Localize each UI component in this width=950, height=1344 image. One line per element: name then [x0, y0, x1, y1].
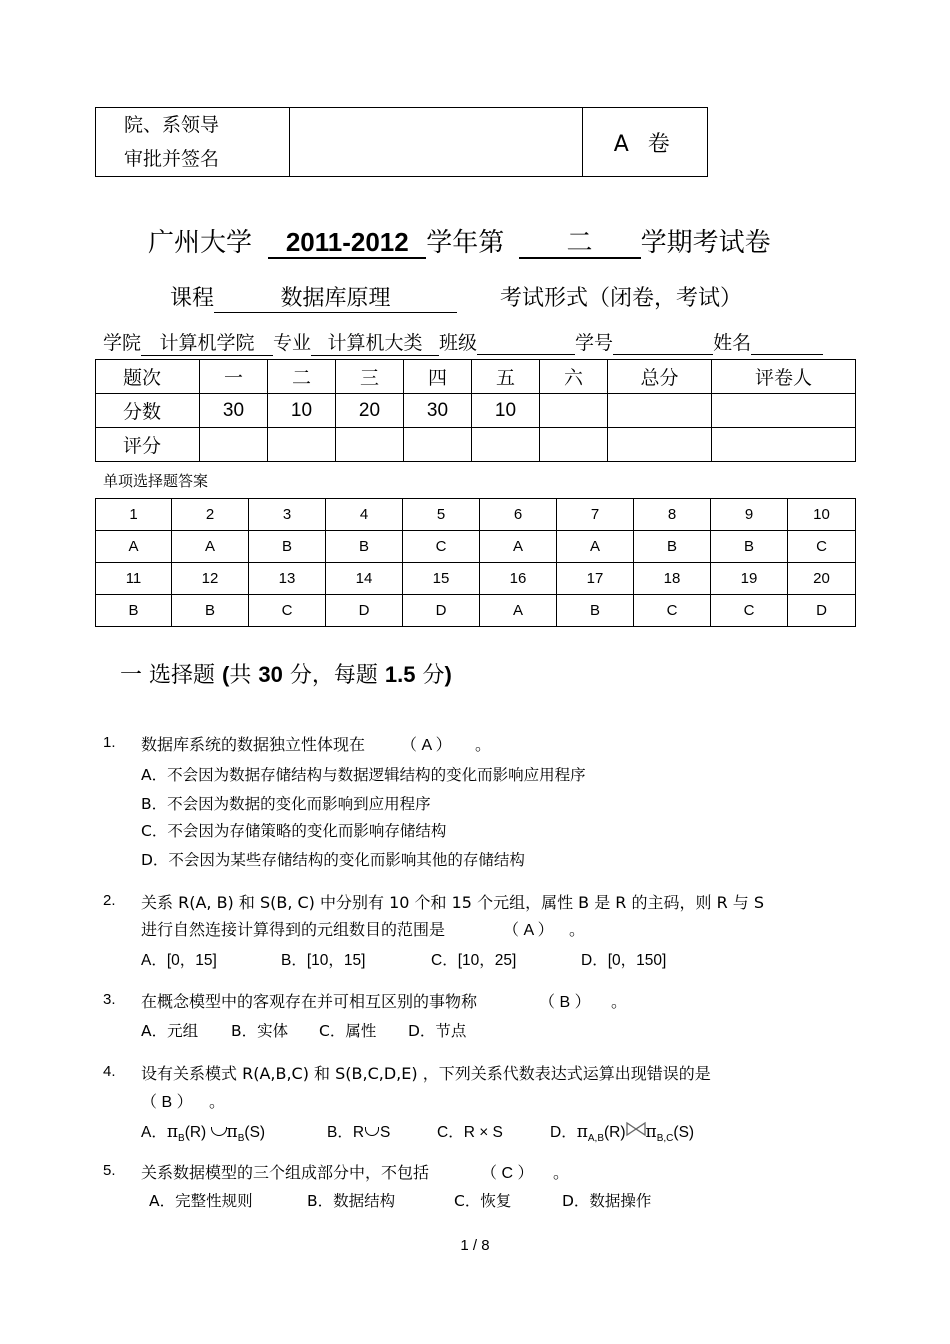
- answer-number-row: [96, 563, 856, 595]
- question-number-cell: 11: [96, 563, 172, 595]
- question-end: 。: [553, 1163, 570, 1182]
- question-number-cell: 9: [711, 499, 788, 531]
- question-end: 。: [611, 992, 628, 1011]
- question-answer: （ A ）: [401, 737, 452, 754]
- student-info-line: [103, 328, 823, 356]
- major-label: 专业: [273, 332, 312, 354]
- header-cell: 三: [336, 360, 404, 394]
- question-2: [103, 890, 765, 912]
- question-3: [103, 989, 628, 1011]
- page-number: 1 / 8: [460, 1237, 490, 1254]
- score-cell: 10: [268, 394, 336, 428]
- college-field: 计算机学院: [141, 328, 273, 356]
- course-line: [170, 281, 457, 313]
- grade-cell: [472, 428, 540, 462]
- header-cell: 五: [472, 360, 540, 394]
- option: D．不会因为某些存储结构的变化而影响其他的存储结构: [141, 851, 525, 869]
- question-number-cell: 19: [711, 563, 788, 595]
- question-number-cell: 17: [557, 563, 634, 595]
- question-number-cell: 2: [172, 499, 249, 531]
- subscript: B: [178, 1133, 185, 1145]
- relation-r: (R): [604, 1124, 626, 1141]
- answer-cell: C: [788, 531, 856, 563]
- score-cell: [712, 394, 856, 428]
- question-number: 3.: [103, 991, 116, 1008]
- option: D．[0，150]: [581, 952, 667, 969]
- header-cell: 评卷人: [712, 360, 856, 394]
- question-end: 。: [209, 1094, 226, 1111]
- answer-cell: D: [403, 595, 480, 627]
- answer-cell: B: [634, 531, 711, 563]
- question-answer: （ B ）: [539, 994, 591, 1011]
- question-4-answer: [141, 1089, 226, 1112]
- option-letter: B．R: [327, 1124, 365, 1141]
- question-number-cell: 5: [403, 499, 480, 531]
- approval-box: [95, 107, 708, 177]
- question-number-cell: 1: [96, 499, 172, 531]
- answer-cell: A: [480, 531, 557, 563]
- name-label: 姓名: [713, 332, 752, 354]
- option: B．不会因为数据的变化而影响到应用程序: [141, 795, 431, 813]
- option: A．不会因为数据存储结构与数据逻辑结构的变化而影响应用程序: [141, 766, 586, 784]
- question-5: [103, 1160, 570, 1182]
- option: D．数据操作: [562, 1192, 652, 1210]
- section-heading: [120, 658, 452, 689]
- answer-cell: C: [249, 595, 326, 627]
- option: D．节点: [408, 1022, 467, 1040]
- title-year: 2011-2012: [285, 227, 409, 257]
- answer-letter-row: [96, 531, 856, 563]
- paper-version: A 卷: [582, 108, 707, 177]
- question-end: 。: [569, 920, 586, 939]
- answer-cell: A: [96, 531, 172, 563]
- union-icon: [211, 1127, 227, 1136]
- grade-cell: [404, 428, 472, 462]
- grade-cell: [336, 428, 404, 462]
- option-letter: A．: [141, 1124, 167, 1141]
- grade-cell: [608, 428, 712, 462]
- section-paren: (: [222, 662, 230, 687]
- question-end: 。: [475, 735, 492, 754]
- relation-s: S: [380, 1124, 391, 1141]
- answer-cell: B: [96, 595, 172, 627]
- projection-symbol: π: [576, 1122, 588, 1142]
- header-cell: 一: [200, 360, 268, 394]
- score-points-row: [96, 394, 856, 428]
- question-number-cell: 15: [403, 563, 480, 595]
- option: C．[10，25]: [431, 952, 517, 969]
- row-label: 分数: [96, 394, 200, 428]
- question-number-cell: 8: [634, 499, 711, 531]
- question-answer: （ A ）: [503, 922, 554, 939]
- header-cell: 二: [268, 360, 336, 394]
- score-grade-row: [96, 428, 856, 462]
- score-header-row: [96, 360, 856, 394]
- grade-cell: [200, 428, 268, 462]
- answer-letter-row: [96, 595, 856, 627]
- question-text: 数据库系统的数据独立性体现在: [141, 735, 366, 754]
- grade-cell: [268, 428, 336, 462]
- answer-number-row: [96, 499, 856, 531]
- question-text: 关系 R(A, B) 和 S(B, C) 中分别有 10 个和 15 个元组，属性 B 是 R 的主码，则 R 与 S: [141, 893, 765, 912]
- subscript: A,B: [587, 1133, 605, 1145]
- question-number-cell: 3: [249, 499, 326, 531]
- option-c: C．R × S: [437, 1124, 503, 1141]
- student-id-field: [613, 332, 713, 355]
- question-number-cell: 10: [788, 499, 856, 531]
- approval-label-line2: 审批并签名: [124, 148, 220, 170]
- question-number-cell: 20: [788, 563, 856, 595]
- answer-cell: D: [788, 595, 856, 627]
- answer-cell: B: [711, 531, 788, 563]
- score-cell: 30: [404, 394, 472, 428]
- option: B．实体: [231, 1022, 289, 1040]
- section-text: 共: [229, 663, 252, 688]
- answer-cell: D: [326, 595, 403, 627]
- option: B．数据结构: [307, 1192, 396, 1210]
- score-cell: 10: [472, 394, 540, 428]
- question-4: [103, 1061, 711, 1083]
- relation-s: (S): [244, 1124, 266, 1141]
- relation-s: (S): [673, 1124, 695, 1141]
- course-label: 课程: [170, 286, 215, 311]
- subscript: B,C: [656, 1133, 674, 1145]
- section-per-question: 1.5: [384, 662, 416, 687]
- answer-cell: B: [172, 595, 249, 627]
- question-number-cell: 18: [634, 563, 711, 595]
- college-label: 学院: [103, 332, 142, 354]
- question-answer: （ C ）: [481, 1165, 534, 1182]
- option-d: [550, 1120, 694, 1144]
- question-number-cell: 7: [557, 499, 634, 531]
- option: B．[10，15]: [281, 952, 366, 969]
- answer-cell: A: [480, 595, 557, 627]
- section-title: 一 选择题: [120, 663, 215, 688]
- question-text: 关系数据模型的三个组成部分中，不包括: [141, 1163, 430, 1182]
- answer-cell: A: [557, 531, 634, 563]
- answer-cell: C: [711, 595, 788, 627]
- signature-cell: [289, 108, 582, 177]
- question-number: 4.: [103, 1063, 116, 1080]
- score-cell: 20: [336, 394, 404, 428]
- approval-label-line1: 院、系领导: [124, 114, 220, 136]
- projection-symbol: π: [645, 1122, 657, 1142]
- question-number: 1.: [103, 734, 116, 751]
- option: C．属性: [319, 1022, 377, 1040]
- projection-symbol: π: [166, 1122, 179, 1142]
- grade-cell: [712, 428, 856, 462]
- header-cell: 题次: [96, 360, 200, 394]
- score-cell: [540, 394, 608, 428]
- approval-label-cell: [96, 108, 290, 177]
- question-number-cell: 14: [326, 563, 403, 595]
- answer-table: [95, 498, 856, 627]
- student-name-field: [751, 332, 823, 355]
- title-year-field: [268, 228, 426, 259]
- answers-caption: 单项选择题答案: [103, 472, 209, 490]
- natural-join-icon: [626, 1121, 646, 1137]
- question-number-cell: 13: [249, 563, 326, 595]
- header-cell: 六: [540, 360, 608, 394]
- question-number-cell: 16: [480, 563, 557, 595]
- projection-symbol: π: [226, 1122, 238, 1142]
- major-field: 计算机大类: [311, 328, 439, 356]
- answer-cell: B: [249, 531, 326, 563]
- section-paren: ): [444, 662, 452, 687]
- grade-cell: [540, 428, 608, 462]
- union-icon: [365, 1127, 379, 1136]
- title-term: 二: [566, 228, 593, 258]
- option-a: [141, 1120, 265, 1144]
- question-number: 5.: [103, 1162, 116, 1179]
- subscript: B: [237, 1133, 245, 1145]
- score-table: [95, 359, 856, 462]
- id-label: 学号: [575, 332, 614, 354]
- question-number-cell: 4: [326, 499, 403, 531]
- question-text: 进行自然连接计算得到的元组数目的范围是: [141, 920, 446, 939]
- exam-title: [148, 222, 771, 259]
- option: A．完整性规则: [149, 1192, 253, 1210]
- question-1: [103, 732, 492, 754]
- title-end: 学期考试卷: [640, 228, 771, 258]
- course-name: 数据库原理: [214, 281, 457, 313]
- class-label: 班级: [439, 332, 478, 354]
- question-number: 2.: [103, 892, 116, 909]
- section-total-points: 30: [258, 662, 283, 687]
- exam-form: 考试形式（闭卷，考试）: [500, 286, 743, 311]
- option-b: [327, 1120, 390, 1142]
- header-cell: 总分: [608, 360, 712, 394]
- title-mid: 学年第: [426, 228, 505, 258]
- section-text: 分: [422, 663, 445, 688]
- question-answer: （ B ）: [141, 1094, 193, 1111]
- class-field: [477, 332, 575, 355]
- section-text: 分，每题: [289, 663, 378, 688]
- title-term-field: [519, 229, 641, 259]
- option: C．恢复: [454, 1192, 512, 1210]
- answer-cell: A: [172, 531, 249, 563]
- option-letter: D．: [550, 1124, 577, 1141]
- score-cell: 30: [200, 394, 268, 428]
- option: A．元组: [141, 1022, 199, 1040]
- question-text: 设有关系模式 R(A,B,C) 和 S(B,C,D,E) ，下列关系代数表达式运算出现错误的是: [141, 1064, 711, 1083]
- question-number-cell: 12: [172, 563, 249, 595]
- answer-cell: B: [557, 595, 634, 627]
- question-2-line2: [141, 917, 586, 940]
- title-school: 广州大学: [148, 228, 253, 258]
- answer-cell: C: [634, 595, 711, 627]
- row-label: 评分: [96, 428, 200, 462]
- relation-r: (R): [184, 1124, 207, 1141]
- question-text: 在概念模型中的客观存在并可相互区别的事物称: [141, 992, 478, 1011]
- header-cell: 四: [404, 360, 472, 394]
- option: C．不会因为存储策略的变化而影响存储结构: [141, 822, 447, 840]
- option: A．[0，15]: [141, 952, 217, 969]
- answer-cell: C: [403, 531, 480, 563]
- answer-cell: B: [326, 531, 403, 563]
- question-number-cell: 6: [480, 499, 557, 531]
- score-cell: [608, 394, 712, 428]
